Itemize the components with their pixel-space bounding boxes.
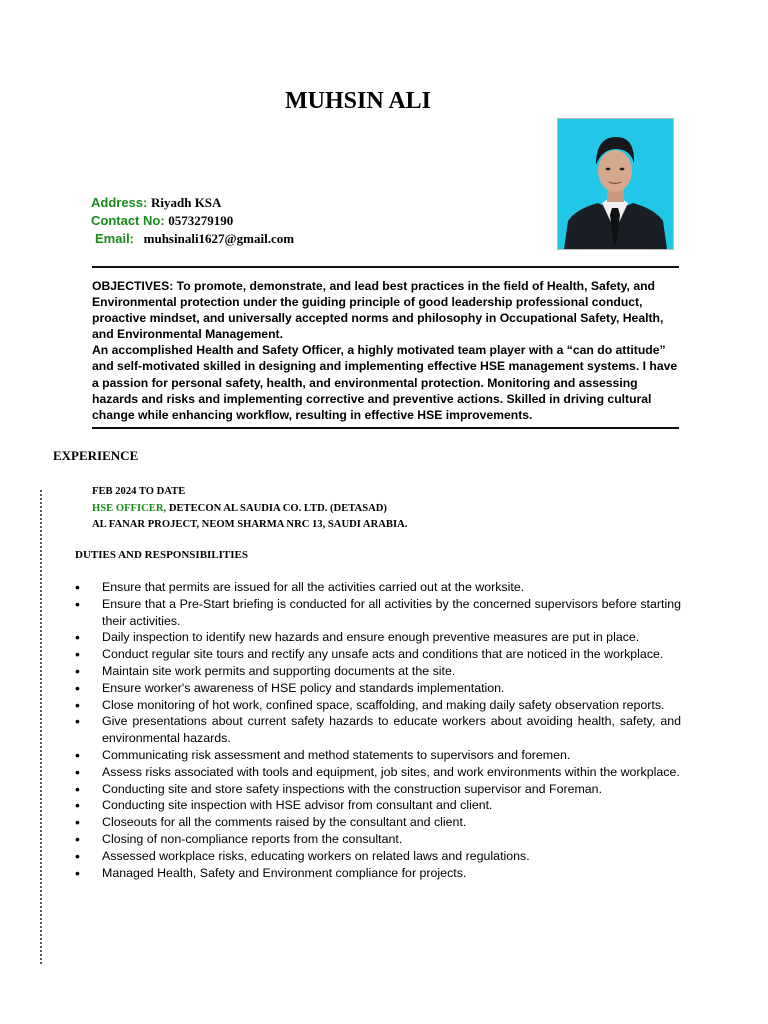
summary-paragraph: An accomplished Health and Safety Officer, a highly motivated team player with a “can do attitude” and self-motivated skilled in designing and implementing effective HSE management systems. I have a passion for personal safety, health, and environmental protection. Monitoring and assessing hazards and risks and implementing corrective and preventive actions. Skilled in driving cultural change while enhancing workflow, resulting in effective HSE improvements. xyxy=(92,343,678,422)
top-divider xyxy=(92,266,679,268)
objectives-paragraph: OBJECTIVES: To promote, demonstrate, and lead best practices in the field of Health, Safety, and Environmental protection under the guiding principle of good leadership professional conduct, proactive mindset, and universally accepted norms and philosophy in Occupational Safety, Health, and Environmental Management. xyxy=(92,279,664,342)
address-value: Riyadh KSA xyxy=(150,195,222,210)
resume-name: MUHSIN ALI xyxy=(284,88,432,114)
list-item: • Ensure that permits are issued for all the activities carried out at the worksite. xyxy=(75,579,681,596)
list-item: • Maintain site work permits and supporting documents at the site. xyxy=(75,663,681,680)
list-item: • Communicating risk assessment and method statements to supervisors and foremen. xyxy=(75,747,681,764)
job-title-line xyxy=(92,503,387,514)
contact-value: 0573279190 xyxy=(168,213,234,228)
email-label: Email: xyxy=(95,231,135,246)
list-item: • Ensure worker's awareness of HSE policy and standards implementation. xyxy=(75,680,681,697)
list-item: • Conduct regular site tours and rectify any unsafe acts and conditions that are noticed in the workplace. xyxy=(75,646,681,663)
project-name: AL FANAR PROJECT, NEOM SHARMA NRC 13, SAUDI ARABIA. xyxy=(92,519,408,530)
profile-photo xyxy=(557,118,674,250)
email-value: muhsinali1627@gmail.com xyxy=(143,231,295,246)
experience-heading: EXPERIENCE xyxy=(53,448,139,463)
company-name: DETECON AL SAUDIA CO. LTD. (DETASAD) xyxy=(168,503,387,514)
list-item: • Managed Health, Safety and Environment compliance for projects. xyxy=(75,865,681,882)
list-item: • Conducting site and store safety inspections with the construction supervisor and Foreman. xyxy=(75,781,681,798)
list-item: • Daily inspection to identify new hazards and ensure enough preventive measures are put in place. xyxy=(75,629,681,646)
list-item: • Give presentations about current safety hazards to educate workers about avoiding health, safety, and environmental hazards. xyxy=(75,713,681,747)
list-item: • Conducting site inspection with HSE advisor from consultant and client. xyxy=(75,797,681,814)
list-item: • Assessed workplace risks, educating workers on related laws and regulations. xyxy=(75,848,681,865)
email-line xyxy=(95,231,294,247)
list-item: • Ensure that a Pre-Start briefing is conducted for all activities by the concerned supervisors before starting their activities. xyxy=(75,596,681,630)
profile-photo-image xyxy=(558,119,673,249)
duties-heading: DUTIES AND RESPONSIBILITIES xyxy=(75,549,249,561)
contact-line xyxy=(91,213,233,229)
list-item: • Assess risks associated with tools and equipment, job sites, and work environments within the workplace. xyxy=(75,764,681,781)
list-item: • Closing of non-compliance reports from the consultant. xyxy=(75,831,681,848)
duties-list xyxy=(75,579,681,881)
dotted-margin-line xyxy=(40,490,42,964)
contact-label: Contact No: xyxy=(91,213,165,228)
job-title: HSE OFFICER, xyxy=(92,503,167,514)
objectives-section xyxy=(92,278,682,423)
address-line xyxy=(91,195,221,211)
job-date: FEB 2024 TO DATE xyxy=(92,486,186,497)
list-item: • Close monitoring of hot work, confined space, scaffolding, and making daily safety observation reports. xyxy=(75,697,681,714)
list-item: • Closeouts for all the comments raised by the consultant and client. xyxy=(75,814,681,831)
bottom-divider xyxy=(92,427,679,429)
address-label: Address: xyxy=(91,195,148,210)
